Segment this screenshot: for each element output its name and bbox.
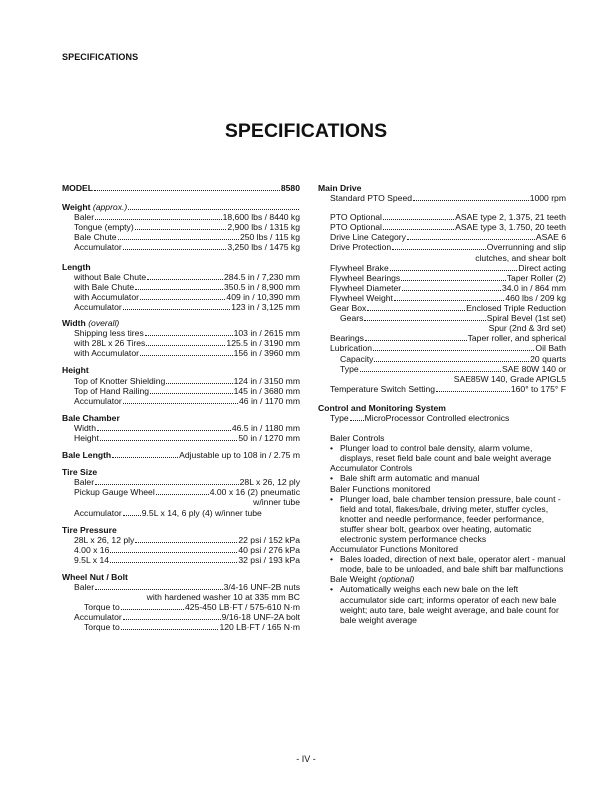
spec-row: Capacity 20 quarts xyxy=(340,353,566,364)
spec-row: 9.5L x 14 32 psi / 193 kPa xyxy=(74,554,300,565)
spec-continuation: Spur (2nd & 3rd set) xyxy=(488,323,566,334)
wheel-nut-section xyxy=(62,572,300,633)
tire-size-section xyxy=(62,467,300,517)
spec-row: Flywheel Bearings Taper Roller (2) xyxy=(330,272,566,283)
spec-continuation: SAE85W 140, Grade APIGL5 xyxy=(453,373,566,384)
spec-row: PTO Optional ASAE type 2, 1.375, 21 teeth xyxy=(330,212,566,223)
spec-row: 28L x 26, 12 ply 22 psi / 152 kPa xyxy=(74,534,300,545)
spec-row: Flywheel Brake Direct acting xyxy=(330,262,566,273)
spec-row: Tongue (empty) 2,900 lbs / 1315 kg xyxy=(74,222,300,233)
running-header: SPECIFICATIONS xyxy=(62,52,139,62)
spec-row: Gear Box Enclosed Triple Reduction xyxy=(330,303,566,314)
left-column xyxy=(62,183,300,633)
spec-row: Shipping less tires 103 in / 2615 mm xyxy=(74,328,300,339)
list-item: • Plunger load to control bale density, alarm volume, displays, reset field bale count and bale weight average xyxy=(330,443,552,464)
spec-row: without Bale Chute 284.5 in / 7,230 mm xyxy=(74,271,300,282)
spec-row: Baler 18,600 lbs / 8440 kg xyxy=(74,212,300,223)
spec-row: Temperature Switch Setting 160° to 175° F xyxy=(330,383,566,394)
bale-weight-heading: Bale Weight (optional) xyxy=(330,574,415,585)
spec-row: Bale Chute 250 lbs / 115 kg xyxy=(74,232,300,243)
right-column xyxy=(318,183,566,625)
spec-row: Top of Hand Railing 145 in / 3680 mm xyxy=(74,385,300,396)
spec-continuation: with hardened washer 10 at 335 mm BC xyxy=(146,592,300,603)
spec-row: PTO Optional ASAE type 3, 1.750, 20 teeth xyxy=(330,222,566,233)
spec-row: with 28L x 26 Tires 125.5 in / 3190 mm xyxy=(74,338,300,349)
control-heading: Control and Monitoring System xyxy=(318,402,446,413)
bale-chamber-section xyxy=(62,413,300,443)
weight-heading: Weight (approx.) xyxy=(62,202,300,212)
spec-continuation: w/inner tube xyxy=(253,497,300,508)
tire-pressure-heading: Tire Pressure xyxy=(62,524,117,535)
spec-row: with Accumulator 409 in / 10,390 mm xyxy=(74,291,300,302)
spec-row: Pickup Gauge Wheel 4.00 x 16 (2) pneumatic xyxy=(74,487,300,498)
spec-row: Type SAE 80W 140 or xyxy=(340,363,566,374)
bale-length-row: Bale Length Adjustable up to 108 in / 2.75 m xyxy=(62,450,300,461)
accumulator-controls-heading: Accumulator Controls xyxy=(330,463,413,474)
accumulator-functions-heading: Accumulator Functions Monitored xyxy=(330,544,459,555)
spec-row: Accumulator 46 in / 1170 mm xyxy=(74,395,300,406)
spec-row: Flywheel Diameter 34.0 in / 864 mm xyxy=(330,282,566,293)
bale-length-section xyxy=(62,450,300,460)
spec-row: Standard PTO Speed 1000 rpm xyxy=(330,193,566,204)
length-section xyxy=(62,262,300,312)
length-heading: Length xyxy=(62,261,91,272)
list-item: • Automatically weighs each new bale on the left accumulator side cart; informs operator of each new bale weight; auto tare, bale weight average, and bale count for bale weight average xyxy=(330,584,559,625)
width-heading: Width (overall) xyxy=(62,318,120,329)
spec-row: Torque to 425-450 LB·FT / 575-610 N·m xyxy=(84,602,300,613)
spec-row: Accumulator 3,250 lbs / 1475 kg xyxy=(74,242,300,253)
spec-row: with Bale Chute 350.5 in / 8,900 mm xyxy=(74,281,300,292)
spec-row: Drive Line Category ASAE 6 xyxy=(330,232,566,243)
spec-row: Baler 28L x 26, 12 ply xyxy=(74,477,300,488)
spec-row: Gears Spiral Bevel (1st set) xyxy=(340,313,566,324)
baler-functions-heading: Baler Functions monitored xyxy=(330,483,431,494)
spec-row: Lubrication Oil Bath xyxy=(330,343,566,354)
spec-row: with Accumulator 156 in / 3960 mm xyxy=(74,348,300,359)
page-title: SPECIFICATIONS xyxy=(224,120,388,142)
list-item: • Bale shift arm automatic and manual xyxy=(330,473,480,484)
width-section xyxy=(62,318,300,358)
spec-row: 4.00 x 16 40 psi / 276 kPa xyxy=(74,544,300,555)
bale-chamber-heading: Bale Chamber xyxy=(62,412,120,423)
spec-row: Accumulator 9.5L x 14, 6 ply (4) w/inner tube xyxy=(74,507,262,518)
wheel-nut-heading: Wheel Nut / Bolt xyxy=(62,572,128,582)
spec-row: Height 50 in / 1270 mm xyxy=(74,432,300,443)
spec-row: Flywheel Weight 460 lbs / 209 kg xyxy=(330,292,566,303)
main-drive-heading: Main Drive xyxy=(318,183,362,193)
baler-controls-heading: Baler Controls xyxy=(330,433,385,444)
spec-continuation: clutches, and shear bolt xyxy=(475,252,566,263)
spec-row: Top of Knotter Shielding 124 in / 3150 mm xyxy=(74,375,300,386)
spec-row: Accumulator 9/16-18 UNF-2A bolt xyxy=(74,612,300,623)
spec-row: Bearings Taper roller, and spherical xyxy=(330,333,566,344)
page-number: - IV - xyxy=(296,754,316,764)
spec-row: Drive Protection Overrunning and slip xyxy=(330,242,566,253)
height-heading: Height xyxy=(62,365,89,376)
tire-size-heading: Tire Size xyxy=(62,467,98,478)
spec-row: Accumulator 123 in / 3,125 mm xyxy=(74,301,300,312)
spec-row: Baler 3/4-16 UNF-2B nuts xyxy=(74,582,300,593)
list-item: • Bales loaded, direction of next bale, operator alert - manual mode, bale to be unloaded, and bale shift bar malfunctions xyxy=(330,554,566,575)
list-item: • Plunger load, bale chamber tension pressure, bale count - field and total, flakes/bale, driving meter, stuffer cycles, knotter and needle performance, feeder performance, stuffer shear bolt, gearbox over heating, automatic electronic system performance checks xyxy=(330,493,561,544)
spec-row: Width 46.5 in / 1180 mm xyxy=(74,422,300,433)
spec-row: Type MicroProcessor Controlled electronics xyxy=(330,412,510,423)
spec-row: Torque to 120 LB·FT / 165 N·m xyxy=(84,622,300,633)
weight-section xyxy=(62,202,300,252)
height-section xyxy=(62,365,300,405)
model-row: MODEL 8580 xyxy=(62,183,300,193)
tire-pressure-section xyxy=(62,525,300,565)
